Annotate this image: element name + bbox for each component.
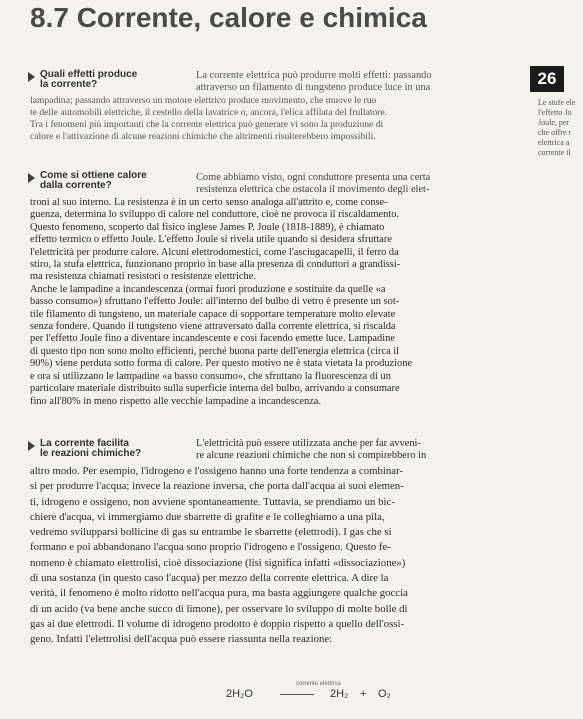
side-note-line: che offre r bbox=[538, 128, 572, 137]
equation-arrow-icon bbox=[280, 694, 314, 695]
equation-product-oxygen: O₂ bbox=[378, 688, 391, 700]
equation-arrow-label: corrente elettrica bbox=[296, 681, 341, 687]
paragraph-heat: troni al suo interno. La resistenza è in un certo senso analoga all'attrito e, come conse- guenza, determina lo sviluppo di calore nel conduttore, cioè ne provoca il riscaldamento. Questo fenomeno, scoperto dal fisico inglese James P. Joule (1818-1889), è chiamato effetto termico o effetto Joule. L'effetto Joule si rivela utile quando si desidera sfruttare l'elettricità per produrre calore. Alcuni elettrodomestici, come l'asciugacapelli, il ferro da stiro, la stufa elettrica, funzionano proprio in base alla presenza di conduttori a grandissi- ma resistenza chiamati resistori o resistenze elettriche. Anche le lampadine a incandescenza (ormai fuori produzione e sostituite da quelle «a basso consumo») sfruttano l'effetto Joule: all'interno del bulbo di vetro è presente un sot- tile filamento di tungsteno, un materiale capace di sopportare temperature molto elevate senza fondere. Quando il tungsteno viene attraversato dalla corrente elettrica, si riscalda per l'effetto Joule fino a diventare incandescente e così facendo emette luce. Lampadine di questo tipo non sono molto efficienti, perché buona parte dell'energia elettrica (circa il 90%) viene perduta sotto forma di calore. Per questo motivo ne è stata vietata la produzione e ora si utilizzano le lampadine «a basso consumo», che sfruttano la fluorescenza di un particolare materiale distribuito sulla superficie interna del bulbo, arrivando a consumare fino all'80% in meno rispetto alle vecchie lampadine a incandescenza. bbox=[30, 197, 413, 407]
paragraph-chemistry: altro modo. Per esempio, l'idrogeno e l'ossigeno hanno una forte tendenza a combinar- si per produrre l'acqua; invece la reazione inversa, che porta dall'acqua ai suoi elemen- ti, idrogeno e ossigeno, non avviene spontaneamente. Tuttavia, se prendiamo un bic- chiere d'acqua, vi immergiamo due sbarrette di grafite e le colleghiamo a una pila, vedremo svilupparsi bollicine di gas su entrambe le sbarrette (elettrodi). I gas che si formano e poi abbandonano l'acqua sono proprio l'idrogeno e l'ossigeno. Questo fe- nomeno è chiamato elettrolisi, cioè dissociazione (lisi significa infatti «dissociazione») di una sostanza (in questo caso l'acqua) per mezzo della corrente elettrica. A dire la verità, il fenomeno è molto ridotto nell'acqua pura, ma basta aggiungere qualche goccia di un acido (va bene anche succo di limone), per osservare lo sviluppo di molte bolle di gas ai due elettrodi. Il volume di idrogeno prodotto è doppio rispetto a quello dell'ossi- geno. Infatti l'elettrolisi dell'acqua può essere riassunta nella reazione: bbox=[30, 465, 408, 646]
paragraph-effects: lampadina; passando attraverso un motore elettrico produce movimento, che muove le ruo te delle automobili elettriche, il cestello della lavatrice o, ancora, l'elica affilata del frullatore. Tra i fenomeni più importanti che la corrente elettrica può generare vi sono la produzione di calore e l'attivazione di alcune reazioni chimiche che altrimenti risulterebbero impossibili. bbox=[30, 95, 388, 142]
section-arrow-icon bbox=[28, 441, 35, 451]
section-arrow-icon bbox=[28, 173, 35, 183]
equation-reactant: 2H₂O bbox=[226, 688, 253, 700]
equation-product-hydrogen: 2H₂ bbox=[330, 688, 349, 700]
paragraph-lead: La corrente elettrica può produrre molti effetti: passando attraverso un filamento di tungsteno produce luce in una bbox=[196, 70, 432, 94]
side-note-line: Joule, per bbox=[538, 118, 570, 127]
side-note-line: corrente il bbox=[538, 148, 571, 157]
section-heading-heat: Come si ottiene calore dalla corrente? bbox=[40, 170, 147, 191]
paragraph-lead: L'elettricità può essere utilizzata anche per far avveni- re alcune reazioni chimiche che non si compirebbero in bbox=[196, 438, 427, 462]
section-heading-effects: Quali effetti produce la corrente? bbox=[40, 69, 138, 90]
page-number-badge: 26 bbox=[530, 66, 564, 92]
side-note-line: l'effetto Jo bbox=[538, 108, 572, 117]
equation-plus: + bbox=[360, 688, 367, 700]
section-heading-chemistry: La corrente facilita le reazioni chimiche? bbox=[40, 438, 142, 459]
paragraph-lead: Come abbiamo visto, ogni conduttore presenta una certa resistenza elettrica che ostacola il movimento degli elet- bbox=[196, 172, 431, 196]
side-note-line: elettrica a bbox=[538, 138, 570, 147]
side-note-line: Le stufe ele bbox=[538, 98, 576, 107]
section-arrow-icon bbox=[28, 72, 35, 82]
chapter-title: 8.7 Corrente, calore e chimica bbox=[30, 2, 427, 33]
